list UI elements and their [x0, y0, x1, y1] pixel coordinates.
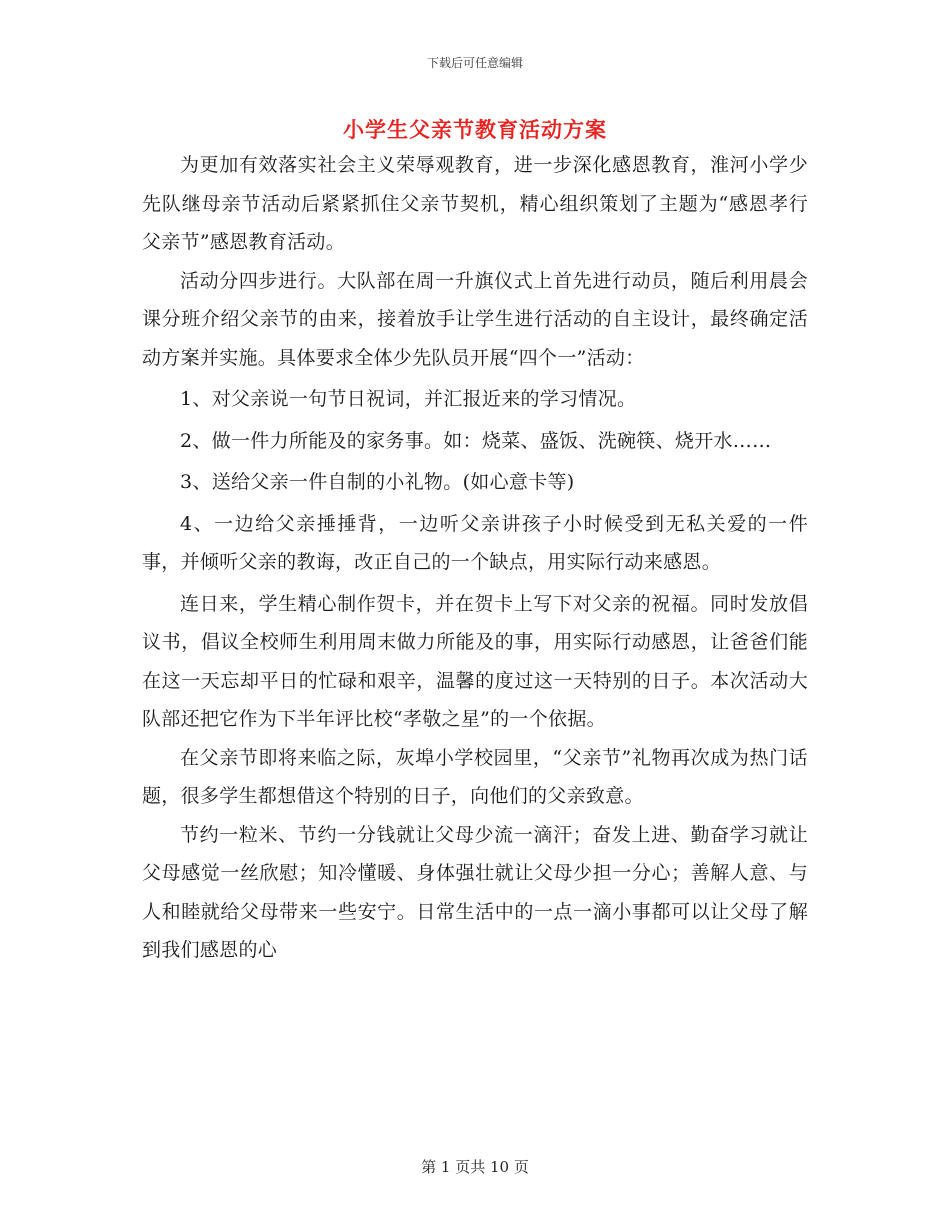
document-body: [142, 146, 808, 970]
list-item-2: 2、做一件力所能及的家务事。如：烧菜、盛饭、洗碗筷、烧开水……: [180, 429, 772, 452]
list-item-4: 4、一边给父亲捶捶背，一边听父亲讲孩子小时候受到无私关爱的一件事，并倾听父亲的教诲，改正自己的一个缺点，用实际行动来感恩。: [142, 512, 808, 573]
paragraph-gratitude: 节约一粒米、节约一分钱就让父母少流一滴汗；奋发上进、勤奋学习就让父母感觉一丝欣慰；知冷懂暖、身体强壮就让父母少担一分心；善解人意、与人和睦就给父母带来一些安宁。日常生活中的一点一滴小事都可以让父母了解到我们感恩的心: [142, 823, 808, 961]
paragraph-greeting-cards: 连日来，学生精心制作贺卡，并在贺卡上写下对父亲的祝福。同时发放倡议书，倡议全校师生利用周末做力所能及的事，用实际行动感恩，让爸爸们能在这一天忘却平日的忙碌和艰辛，温馨的度过这一天特别的日子。本次活动大队部还把它作为下半年评比校“孝敬之星”的一个依据。: [142, 592, 808, 730]
paragraph-gifts: 在父亲节即将来临之际，灰埠小学校园里，“父亲节”礼物再次成为热门话题，很多学生都想借这个特别的日子，向他们的父亲致意。: [142, 746, 808, 807]
page-header: 下载后可任意编辑: [426, 56, 523, 70]
page-number: 第 1 页共 10 页: [421, 1158, 529, 1176]
document-title: 小学生父亲节教育活动方案: [343, 117, 607, 142]
list-item-1: 1、对父亲说一句节日祝词，并汇报近来的学习情况。: [180, 388, 637, 410]
list-item-3: 3、送给父亲一件自制的小礼物。(如心意卡等): [180, 471, 575, 493]
paragraph-steps: 活动分四步进行。大队部在周一升旗仪式上首先进行动员，随后利用晨会课分班介绍父亲节的由来，接着放手让学生进行活动的自主设计，最终确定活动方案并实施。具体要求全体少先队员开展“四个一”活动：: [142, 269, 808, 369]
paragraph-intro: 为更加有效落实社会主义荣辱观教育，进一步深化感恩教育，淮河小学少先队继母亲节活动后紧紧抓住父亲节契机，精心组织策划了主题为“感恩孝行父亲节”感恩教育活动。: [142, 154, 808, 253]
